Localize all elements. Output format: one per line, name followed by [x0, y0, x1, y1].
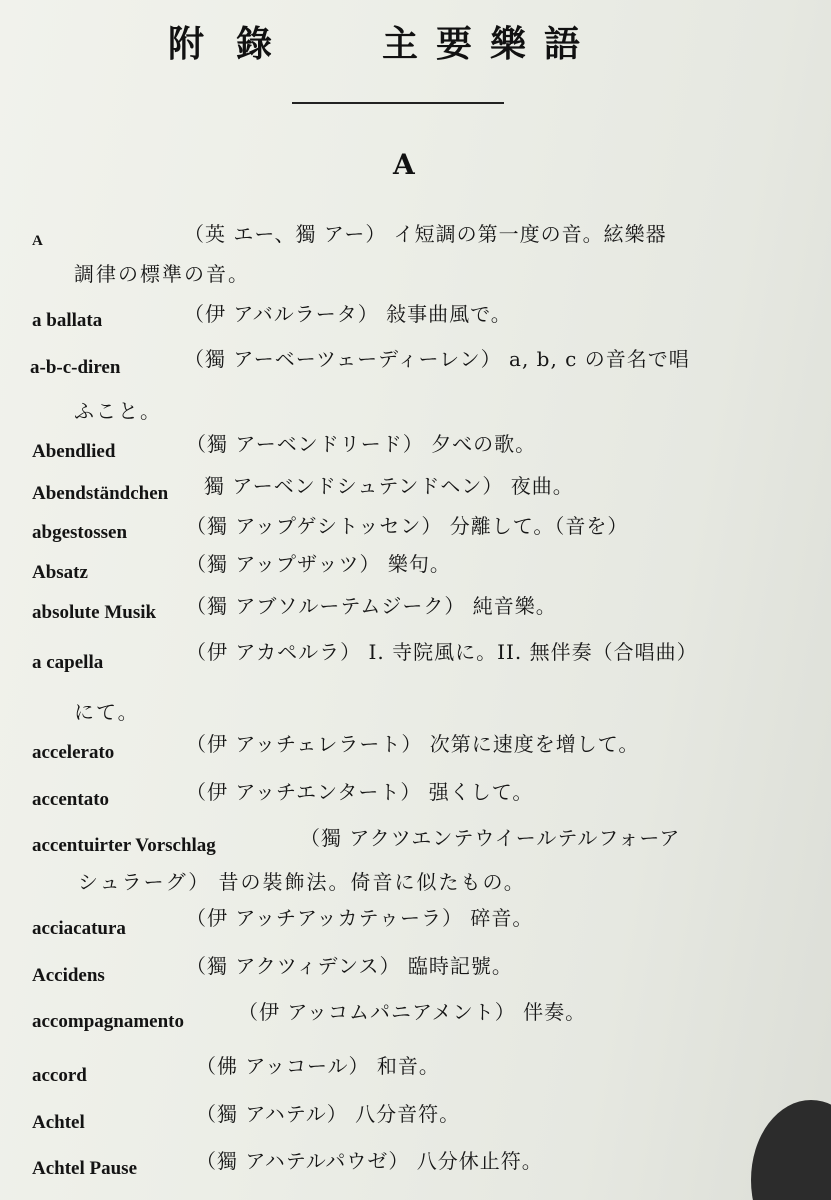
entry-definition: （伊 アバルラータ） 敍事曲風で。: [184, 302, 512, 326]
entry-term: absolute Musik: [32, 602, 157, 623]
entry-term: abgestossen: [32, 522, 128, 543]
entry-continuation: にて。: [74, 700, 140, 724]
entry-definition: （伊 アッチェレラート） 次第に速度を增して。: [186, 732, 640, 756]
entry-definition: （英 エー、獨 アー） イ短調の第一度の音。絃樂器: [184, 222, 667, 246]
entry-term: a-b-c-diren: [30, 357, 121, 378]
entry-definition: （獨 アップザッツ） 樂句。: [186, 552, 451, 576]
entry-definition: （獨 アクツィデンス） 臨時記號。: [186, 954, 513, 978]
entry-continuation: 調律の標準の音。: [74, 262, 250, 286]
entry-definition: （獨 アクツエンテウイールテルフォーア: [300, 826, 681, 850]
entry-term: a ballata: [32, 310, 103, 331]
entry-definition: （獨 アブソルーテムジーク） 純音樂。: [186, 594, 557, 618]
entry-definition: （佛 アッコール） 和音。: [196, 1054, 440, 1078]
entry-term: accord: [32, 1065, 87, 1086]
entry-term: Absatz: [32, 562, 88, 583]
entry-term: acciacatura: [32, 918, 126, 939]
entry-term: accelerato: [32, 742, 115, 763]
title-appendix: 附錄: [168, 23, 305, 65]
entry-continuation: ふこと。: [74, 399, 162, 423]
entry-definition: （獨 アーベーツェーディーレン） a, b, c の音名で唱: [184, 347, 690, 371]
entry-definition: （伊 アッコムパニアメント） 伴奏。: [238, 1000, 587, 1024]
section-heading: A: [393, 148, 415, 181]
entry-term: A: [32, 233, 43, 249]
entry-term: Abendlied: [32, 441, 116, 462]
entry-term: Abendständchen: [32, 483, 169, 504]
entry-term: Achtel Pause: [32, 1158, 138, 1179]
entry-term: Achtel: [32, 1112, 85, 1133]
entry-definition: （伊 アッチアッカテゥーラ） 碎音。: [186, 906, 534, 930]
title-main-terms: 主要樂語: [382, 23, 599, 65]
entry-definition: （獨 アハテルパウゼ） 八分休止符。: [196, 1149, 543, 1173]
entry-definition: （伊 アカペルラ） I. 寺院風に。II. 無伴奏（合唱曲）: [186, 640, 698, 664]
entry-continuation: シュラーグ） 昔の裝飾法。倚音に似たもの。: [78, 870, 526, 894]
entry-definition: （獨 アハテル） 八分音符。: [196, 1102, 461, 1126]
entry-definition: （獨 アップゲシトッセン） 分離して。（音を）: [186, 514, 629, 538]
entry-term: Accidens: [32, 965, 105, 986]
entry-term: accentuirter Vorschlag: [32, 835, 216, 856]
entry-definition: （伊 アッチエンタート） 强くして。: [186, 780, 534, 804]
entry-definition: （獨 アーベンドリード） 夕べの歌。: [186, 432, 537, 456]
entry-term: accentato: [32, 789, 110, 810]
entry-definition: 獨 アーベンドシュテンドヘン） 夜曲。: [204, 474, 574, 498]
entry-term: accompagnamento: [32, 1011, 184, 1032]
entry-term: a capella: [32, 652, 104, 673]
